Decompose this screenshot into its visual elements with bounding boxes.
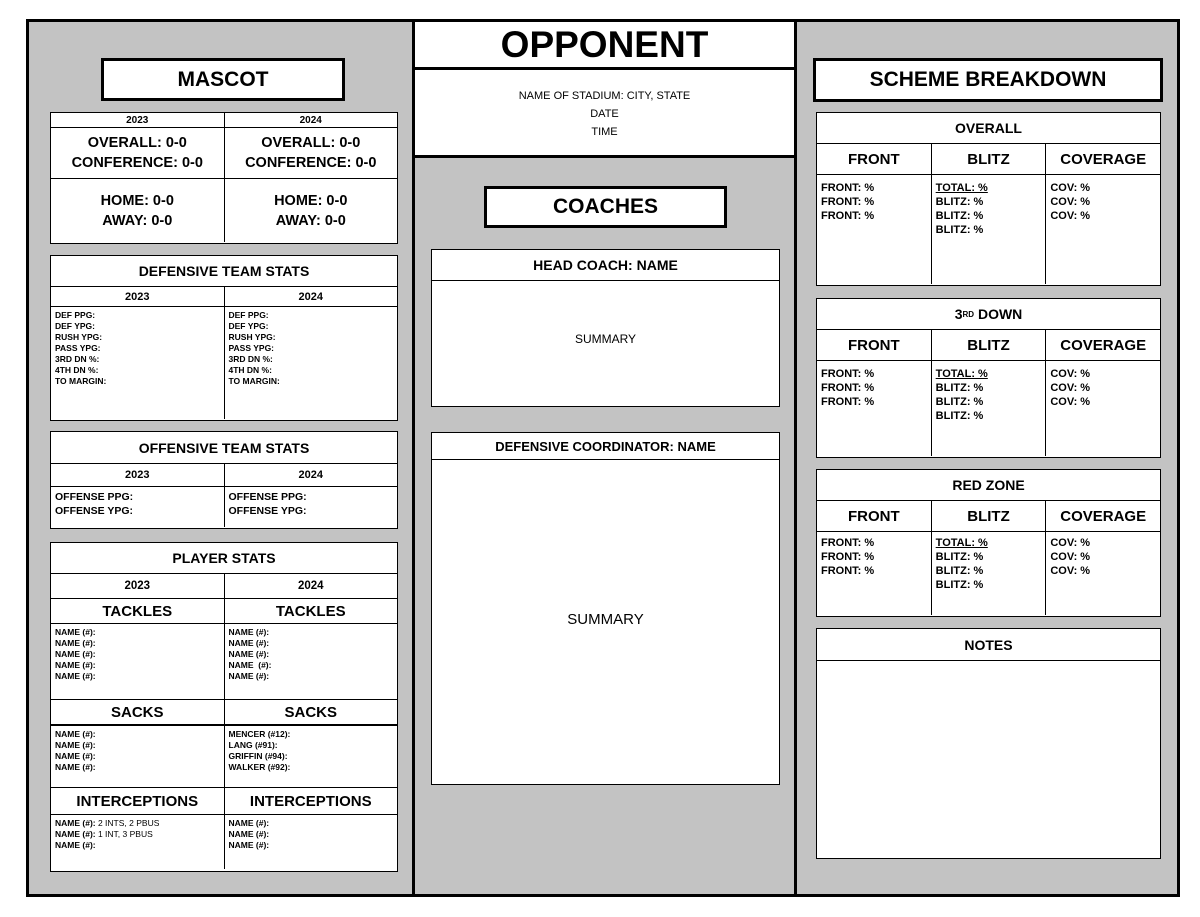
middle-column bbox=[412, 22, 797, 894]
overall-coverage-list: COV: % COV: % COV: % bbox=[1045, 175, 1160, 284]
right-column bbox=[797, 22, 1177, 894]
overall-blitz-header: BLITZ bbox=[931, 144, 1046, 174]
red-zone-blitz-list: TOTAL: % BLITZ: % BLITZ: % BLITZ: % bbox=[931, 532, 1046, 615]
third-down-blitz-header: BLITZ bbox=[931, 330, 1046, 360]
home-record-2023: HOME: 0-0 bbox=[100, 192, 174, 209]
coaches-title: COACHES bbox=[484, 186, 727, 228]
defensive-coordinator-summary: SUMMARY bbox=[567, 611, 644, 628]
red-zone-blitz-header: BLITZ bbox=[931, 501, 1046, 531]
opponent-header bbox=[415, 22, 794, 158]
tackles-2024-list: NAME (#): NAME (#): NAME (#): NAME (#): NAME (#): bbox=[224, 624, 398, 699]
defensive-coordinator-box bbox=[431, 432, 780, 785]
offensive-stats-table bbox=[50, 431, 398, 529]
notes-box bbox=[816, 628, 1161, 859]
overall-record-2024: OVERALL: 0-0 bbox=[261, 135, 361, 151]
red-zone-front-header: FRONT bbox=[848, 507, 900, 525]
interceptions-header-2023: INTERCEPTIONS bbox=[76, 792, 199, 810]
sacks-header-2024: SACKS bbox=[224, 700, 398, 724]
record-year-2024: 2024 bbox=[224, 113, 398, 127]
player-year-2024: 2024 bbox=[224, 574, 398, 598]
sacks-2023-list: NAME (#): NAME (#): NAME (#): NAME (#): bbox=[55, 729, 96, 772]
overall-label: OVERALL bbox=[955, 120, 1022, 136]
offensive-year-2023: 2023 bbox=[125, 469, 150, 481]
interceptions-header-2024: INTERCEPTIONS bbox=[224, 788, 398, 814]
player-year-2023: 2023 bbox=[124, 580, 151, 592]
red-zone-label: RED ZONE bbox=[952, 477, 1025, 493]
defensive-stats-table bbox=[50, 255, 398, 421]
mascot-title: MASCOT bbox=[101, 58, 345, 101]
third-down-coverage-list: COV: % COV: % COV: % bbox=[1045, 361, 1160, 456]
defensive-coordinator-name: DEFENSIVE COORDINATOR: NAME bbox=[495, 438, 716, 454]
overall-record-2023: OVERALL: 0-0 bbox=[87, 135, 187, 151]
left-column bbox=[29, 22, 412, 894]
defensive-stats-title: DEFENSIVE TEAM STATS bbox=[138, 263, 310, 279]
conference-record-2023: CONFERENCE: 0-0 bbox=[71, 155, 203, 171]
game-time: TIME bbox=[591, 126, 618, 138]
game-date: DATE bbox=[590, 108, 619, 120]
home-record-2024: HOME: 0-0 bbox=[274, 192, 348, 209]
stadium-location: NAME OF STADIUM: CITY, STATE bbox=[518, 90, 691, 102]
offensive-stats-2023-list: OFFENSE PPG: OFFENSE YPG: bbox=[55, 491, 134, 517]
third-down-front-list: FRONT: % FRONT: % FRONT: % bbox=[821, 368, 875, 408]
interceptions-2024-list: NAME (#): NAME (#): NAME (#): bbox=[224, 815, 398, 869]
red-zone-scheme-table bbox=[816, 469, 1161, 617]
head-coach-summary: SUMMARY bbox=[574, 331, 637, 346]
record-table bbox=[50, 112, 398, 244]
scheme-breakdown-title: SCHEME BREAKDOWN bbox=[813, 58, 1163, 102]
notes-area[interactable] bbox=[817, 661, 1160, 857]
notes-label: NOTES bbox=[964, 636, 1013, 653]
sacks-header-2023: SACKS bbox=[110, 703, 164, 721]
tackles-2023-list: NAME (#): NAME (#): NAME (#): NAME (#): NAME (#): bbox=[55, 627, 96, 681]
conference-record-2024: CONFERENCE: 0-0 bbox=[245, 155, 377, 171]
head-coach-box bbox=[431, 249, 780, 407]
red-zone-coverage-header: COVERAGE bbox=[1045, 501, 1160, 531]
offensive-year-2024: 2024 bbox=[224, 464, 398, 486]
defensive-year-2023: 2023 bbox=[125, 290, 150, 303]
overall-front-list: FRONT: % FRONT: % FRONT: % bbox=[821, 182, 875, 222]
overall-coverage-header: COVERAGE bbox=[1045, 144, 1160, 174]
opponent-title: OPPONENT bbox=[415, 22, 794, 70]
away-record-2024: AWAY: 0-0 bbox=[275, 212, 346, 229]
tackles-header-2023: TACKLES bbox=[102, 602, 173, 620]
overall-scheme-table bbox=[816, 112, 1161, 286]
defensive-stats-2023-list: DEF PPG: DEF YPG: RUSH YPG: PASS YPG: 3RD DN %: 4TH DN %: TO MARGIN: bbox=[55, 310, 107, 386]
offensive-stats-2024-list: OFFENSE PPG: OFFENSE YPG: bbox=[224, 487, 398, 527]
tackles-header-2024: TACKLES bbox=[224, 599, 398, 623]
game-info bbox=[415, 70, 794, 158]
away-record-2023: AWAY: 0-0 bbox=[102, 212, 173, 229]
defensive-year-2024: 2024 bbox=[224, 287, 398, 306]
sacks-2024-list: MENCER (#12): LANG (#91): GRIFFIN (#94): WALKER (#92): bbox=[224, 726, 398, 787]
overall-front-header: FRONT bbox=[848, 150, 900, 168]
scouting-sheet bbox=[26, 19, 1180, 897]
red-zone-coverage-list: COV: % COV: % COV: % bbox=[1045, 532, 1160, 615]
head-coach-name: HEAD COACH: NAME bbox=[533, 257, 678, 273]
overall-blitz-list: TOTAL: % BLITZ: % BLITZ: % BLITZ: % bbox=[931, 175, 1046, 284]
offensive-stats-title: OFFENSIVE TEAM STATS bbox=[138, 439, 310, 456]
third-down-scheme-table bbox=[816, 298, 1161, 458]
record-year-2023: 2023 bbox=[126, 114, 149, 126]
interceptions-2023-list: NAME (#): 2 INTS, 2 PBUS NAME (#): 1 INT, 3 PBUS NAME (#): bbox=[55, 818, 160, 850]
third-down-front-header: FRONT bbox=[848, 336, 900, 354]
third-down-blitz-list: TOTAL: % BLITZ: % BLITZ: % BLITZ: % bbox=[931, 361, 1046, 456]
third-down-label: 3 RD DOWN bbox=[954, 306, 1023, 322]
red-zone-front-list: FRONT: % FRONT: % FRONT: % bbox=[821, 537, 875, 577]
player-stats-table bbox=[50, 542, 398, 872]
third-down-coverage-header: COVERAGE bbox=[1045, 330, 1160, 360]
player-stats-title: PLAYER STATS bbox=[172, 550, 276, 566]
defensive-stats-2024-list: DEF PPG: DEF YPG: RUSH YPG: PASS YPG: 3RD DN %: 4TH DN %: TO MARGIN: bbox=[224, 307, 398, 419]
